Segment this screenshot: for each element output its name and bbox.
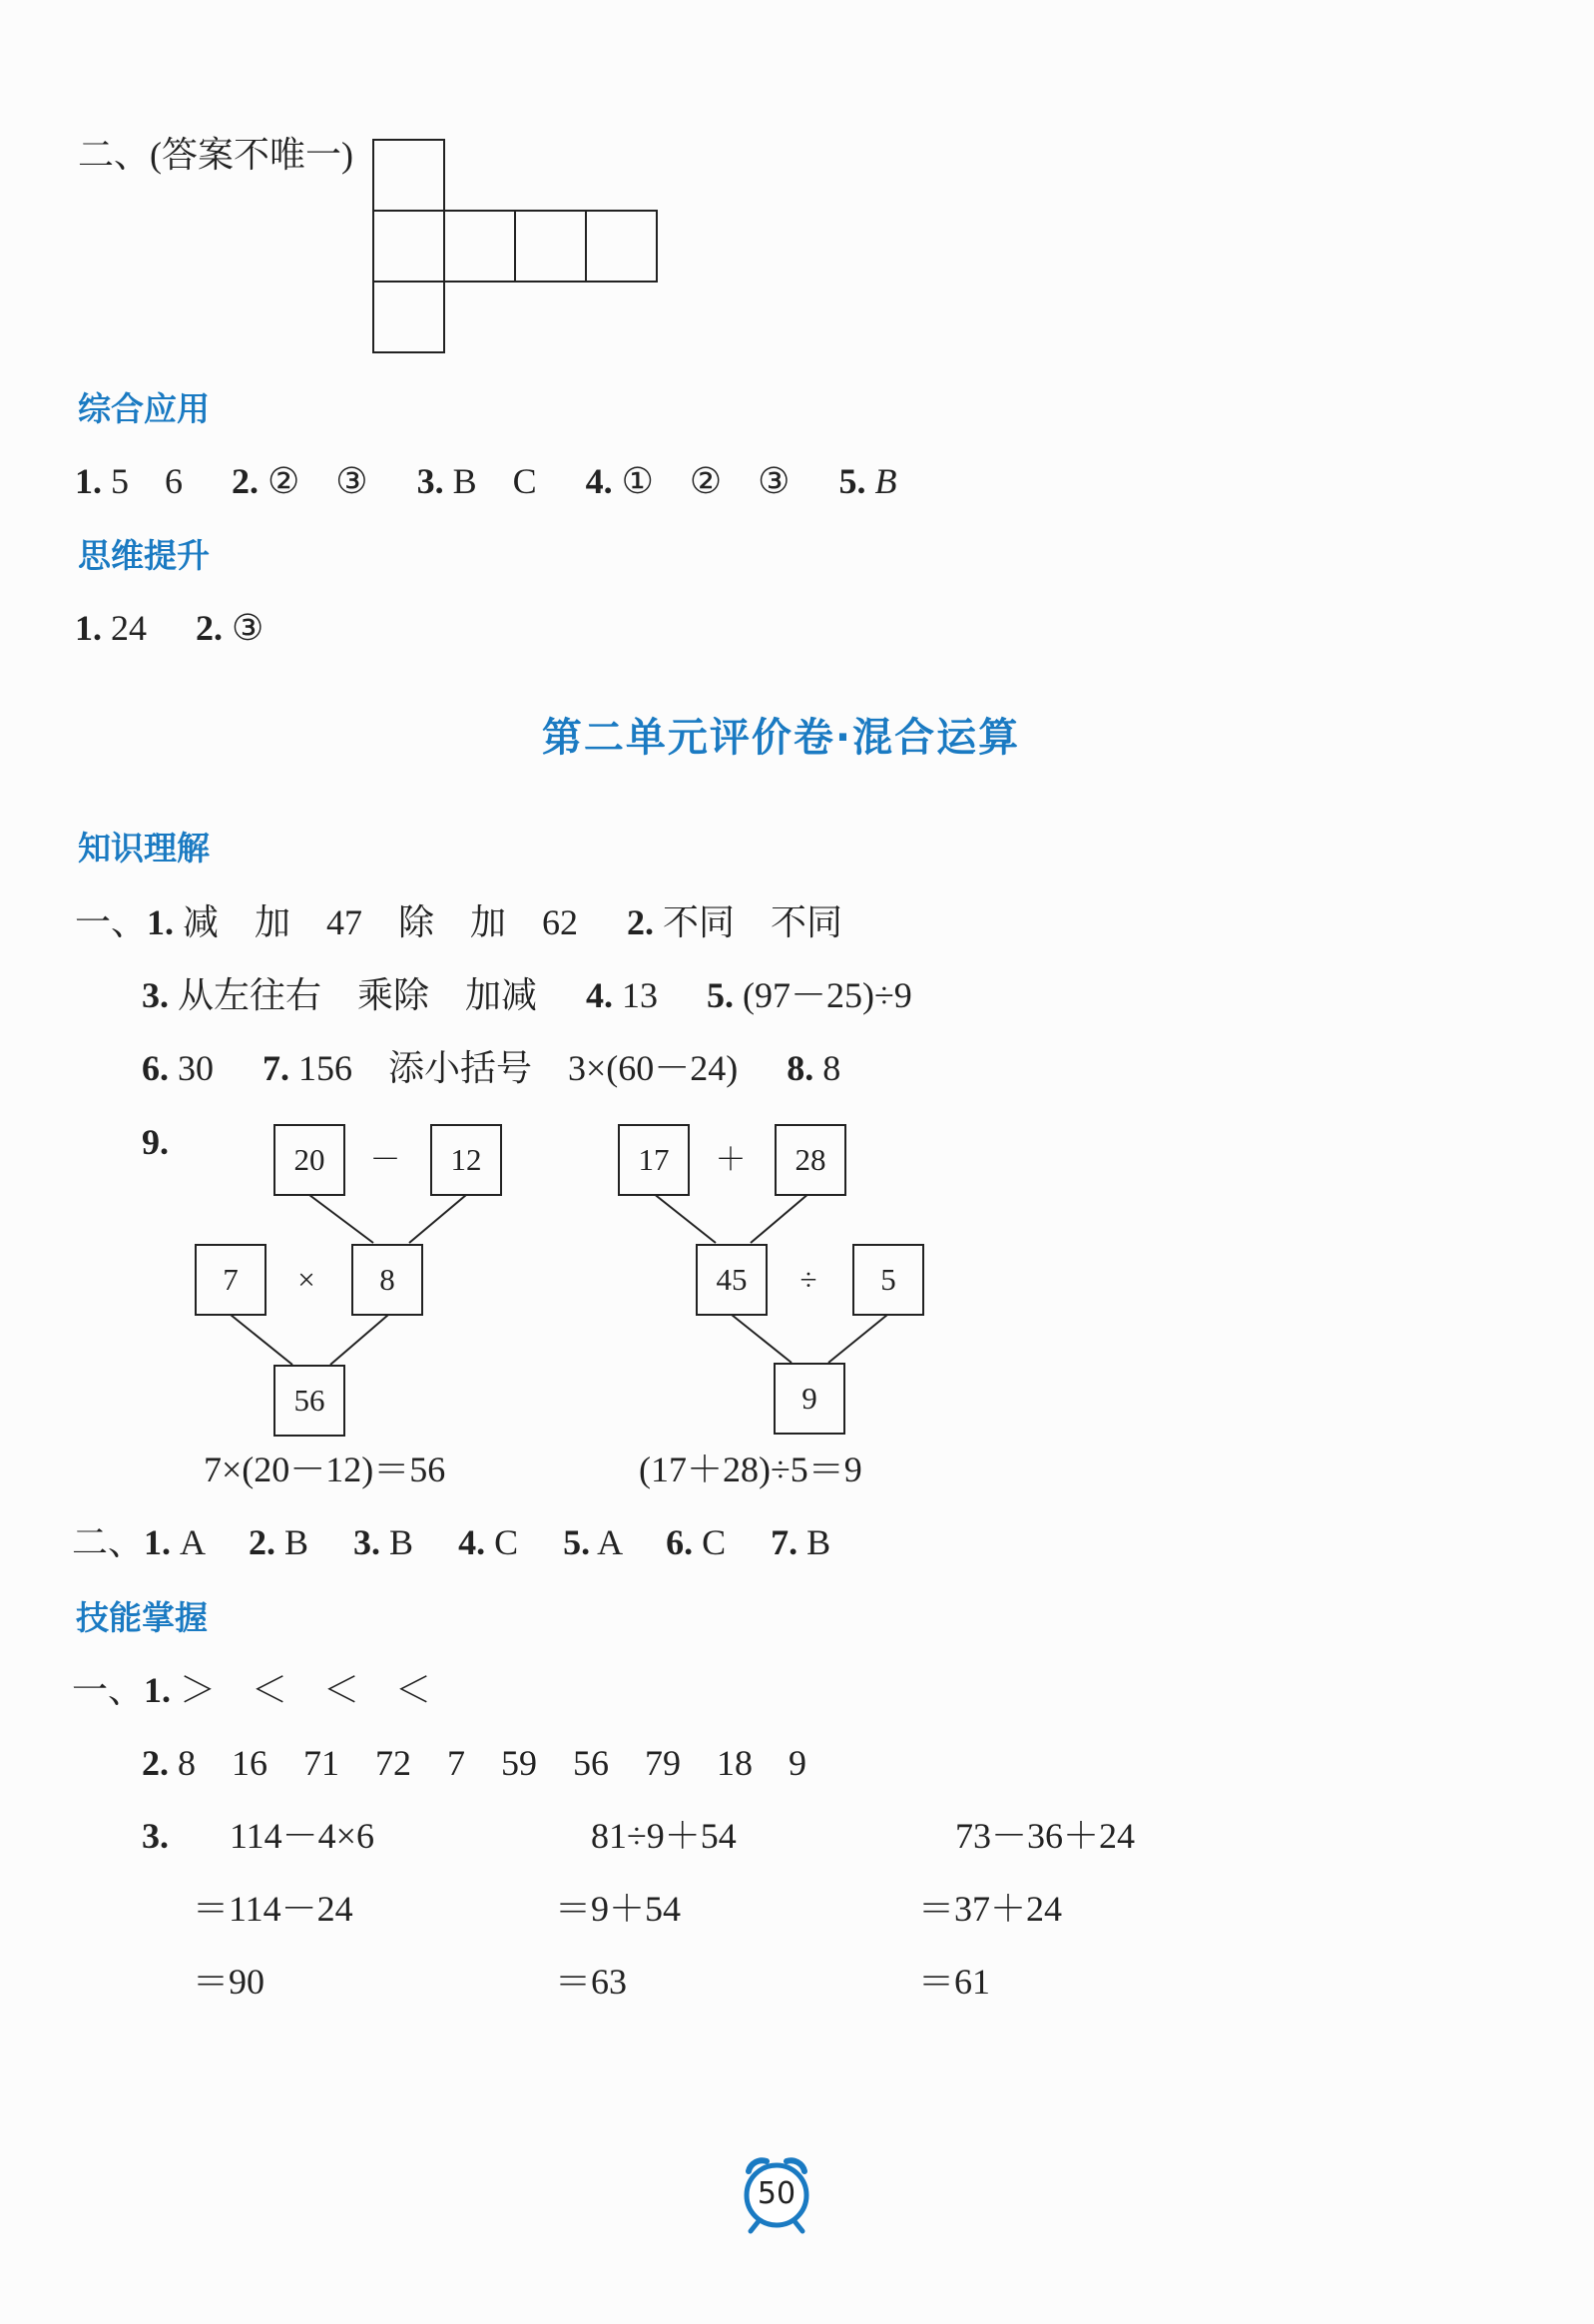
answer-line: 一、1. 减 加 47 除 加 62 2. 不同 不同: [75, 902, 843, 942]
question-number: 3.: [142, 1816, 169, 1856]
tree-result-box: 9: [774, 1363, 845, 1435]
tree-box: 8: [351, 1244, 423, 1316]
tree-box: 12: [430, 1124, 502, 1196]
tree-operator: －: [369, 1142, 401, 1177]
tree-operator: ＋: [715, 1142, 747, 1177]
calc-step: ＝90: [193, 1962, 266, 2002]
tree-operator: ÷: [799, 1262, 817, 1297]
calc-step: ＝37＋24: [918, 1889, 1063, 1929]
tree-equation: (17＋28)÷5＝9: [639, 1450, 862, 1489]
calc-step: ＝61: [918, 1962, 991, 2002]
answer-line: 1. 24 2. ③: [75, 608, 265, 648]
calc-step: 114－4×6: [230, 1816, 374, 1856]
answer-line: 6. 30 7. 156 添小括号 3×(60－24) 8. 8: [142, 1048, 841, 1088]
calc-step: 81÷9＋54: [591, 1816, 737, 1856]
calc-step: ＝9＋54: [555, 1889, 682, 1929]
page-number: 50: [757, 2176, 797, 2211]
answer-line: 1. 5 6 2. ② ③ 3. B C 4. ① ② ③ 5. B: [75, 461, 897, 501]
tree-box: 17: [618, 1124, 690, 1196]
tree-box: 45: [696, 1244, 768, 1316]
calc-step: ＝63: [555, 1962, 628, 2002]
calc-step: 73－36＋24: [955, 1816, 1136, 1856]
alarm-clock-icon: [735, 2151, 818, 2235]
answer-line: 3. 从左往右 乘除 加减 4. 13 5. (97－25)÷9: [142, 975, 912, 1015]
tree-box: 5: [852, 1244, 924, 1316]
tree-box: 7: [195, 1244, 266, 1316]
tree-operator: ×: [297, 1262, 315, 1297]
section-heading-skills: 技能掌握: [76, 1598, 208, 1637]
section-heading-knowledge: 知识理解: [78, 829, 210, 868]
unit-title: 第二单元评价卷·混合运算: [541, 715, 1021, 761]
answer-line: 二、1. A 2. B 3. B 4. C 5. A 6. C 7. B: [72, 1522, 831, 1562]
section-heading-comprehensive: 综合应用: [78, 389, 210, 428]
section-heading-thinking: 思维提升: [78, 536, 210, 575]
tree-result-box: 56: [273, 1365, 345, 1437]
tree-box: 20: [273, 1124, 345, 1196]
calc-step: ＝114－24: [193, 1889, 353, 1929]
answer-line: 2. 8 16 71 72 7 59 56 79 18 9: [142, 1743, 807, 1783]
tree-equation: 7×(20－12)＝56: [204, 1450, 446, 1489]
answer-line: 一、1. ＞ ＜ ＜ ＜: [72, 1670, 432, 1710]
answer-note: 二、(答案不唯一): [78, 135, 353, 175]
tree-box: 28: [775, 1124, 846, 1196]
question-number: 9.: [142, 1122, 169, 1162]
